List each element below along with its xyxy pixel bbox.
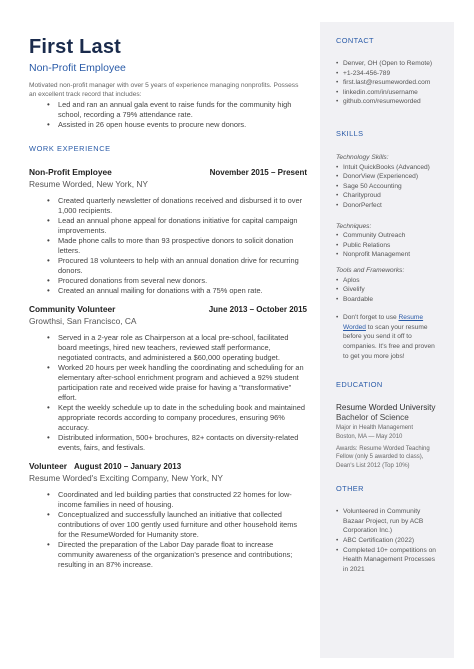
job-organization: Resume Worded, New York, NY xyxy=(29,179,149,190)
job-title: Community Volunteer xyxy=(29,304,116,315)
contact-github[interactable]: • github.com/resumeworded xyxy=(336,97,441,107)
job-organization: Resume Worded's Exciting Company, New York, NY xyxy=(29,473,223,484)
skills-group-label: Technology Skills: xyxy=(336,153,389,161)
job-title: Non-Profit Employee xyxy=(29,167,112,178)
skill-item: • Charityproud xyxy=(336,191,441,201)
job-bullet: • Made phone calls to more than 93 prospective donors to solicit donation letters. xyxy=(29,236,307,256)
job-bullet: • Procured donations from several new donors. xyxy=(29,276,307,286)
note-text: Don't forget to use xyxy=(343,314,399,322)
job-bullet: • Coordinated and led building parties that constructed 22 homes for low-income families in need of housing. xyxy=(29,490,307,510)
job-organization: Growthsi, San Francisco, CA xyxy=(29,316,137,327)
job-bullet: • Conceptualized and successfully launched an initiative that collected contributions of over 100 gently used furniture and other household items for the ResumeWorded for Humanity store. xyxy=(29,510,307,540)
job-dates: November 2015 – Present xyxy=(209,168,307,178)
skill-item: • Givelify xyxy=(336,285,441,295)
education-major: Major in Health Management xyxy=(336,425,414,432)
skills-group-label: Tools and Frameworks: xyxy=(336,266,405,274)
job-title: Volunteer xyxy=(29,461,68,472)
job-entry xyxy=(29,167,307,296)
skills-list xyxy=(336,163,441,211)
contact-list xyxy=(336,59,441,107)
job-dates: August 2010 – January 2013 xyxy=(74,462,182,472)
job-bullet: • Directed the preparation of the Labor Day parade float to increase community awareness of the organization's presence and contributions; resulting in an 87% increase. xyxy=(29,540,307,570)
work-experience-heading: WORK EXPERIENCE xyxy=(29,144,111,154)
skill-item: • Boardable xyxy=(336,295,441,305)
job-bullet: • Created quarterly newsletter of donations received and disbursed it to over 1,000 recipients. xyxy=(29,196,307,216)
education-awards: Awards: Resume Worded Teaching Fellow (only 5 awarded to class), Dean's List 2012 (Top 10%) xyxy=(336,446,430,469)
skills-list xyxy=(336,276,441,305)
skills-group-label: Techniques: xyxy=(336,222,372,230)
skill-item: • Intuit QuickBooks (Advanced) xyxy=(336,163,441,173)
skill-item: • Nonprofit Management xyxy=(336,250,441,260)
job-bullet: • Distributed information, 500+ brochures, 82+ contacts on diversity-related events, fairs, and festivals. xyxy=(29,433,307,453)
skills-list xyxy=(336,231,441,260)
candidate-name: First Last xyxy=(29,36,122,58)
education-heading: EDUCATION xyxy=(336,380,383,390)
job-bullets xyxy=(29,196,307,296)
other-heading: OTHER xyxy=(336,484,364,494)
resume-worded-note xyxy=(336,313,441,361)
job-bullet: • Lead an annual phone appeal for donations initiative for capital campaign improvements. xyxy=(29,216,307,236)
job-dates: June 2013 – October 2015 xyxy=(208,305,307,315)
candidate-role: Non-Profit Employee xyxy=(29,62,126,74)
job-bullets xyxy=(29,333,307,453)
contact-phone: • +1-234-456-789 xyxy=(336,69,441,79)
skills-heading: SKILLS xyxy=(336,128,364,138)
job-bullet: • Worked 20 hours per week handling the coordinating and scheduling for an elementary after-school enrichment program and achieved a 92% student participation rate and received wide praise for having a "transformative" effort. xyxy=(29,363,307,403)
skill-item: • Community Outreach xyxy=(336,231,441,241)
summary-text: Motivated non-profit manager with over 5 years of experience managing nonprofits. Possess an excellent track record that includes: xyxy=(29,82,299,99)
other-item: • Volunteered in Community Bazaar Project, run by ACB Corporation Inc.) xyxy=(336,507,441,536)
job-bullet: • Served in a 2-year role as Chairperson at a local pre-school, facilitated board meetings, hired new teachers, reviewed staff performance, negotiated contracts, and administered a $60,000 operating budget. xyxy=(29,333,307,363)
contact-heading: CONTACT xyxy=(336,36,374,45)
other-item: • ABC Certification (2022) xyxy=(336,536,441,546)
skill-item: • Aplos xyxy=(336,276,441,286)
contact-email[interactable]: • first.last@resumeworded.com xyxy=(336,78,441,88)
note-text: to scan your resume before you send it off to companies. It's free and proven to get you more jobs! xyxy=(343,323,435,360)
contact-linkedin[interactable]: • linkedin.com/in/username xyxy=(336,88,441,98)
summary-bullet: • Assisted in 26 open house events to procure new donors. xyxy=(29,120,307,130)
job-bullet: • Procured 18 volunteers to help with an annual donation drive for recurring donors. xyxy=(29,256,307,276)
resume-worded-link[interactable]: Resume Worded xyxy=(343,314,424,331)
job-entry xyxy=(29,461,307,570)
job-bullet: • Kept the weekly schedule up to date in the scheduling book and maintained appropriate records according to company procedures, ensuring 96% accuracy. xyxy=(29,403,307,433)
skill-item: • DonorPerfect xyxy=(336,201,441,211)
other-list xyxy=(336,507,441,574)
main-column xyxy=(29,36,307,570)
job-bullet: • Created an annual mailing for donations with a 75% open rate. xyxy=(29,286,307,296)
education-location-date: Boston, MA — May 2010 xyxy=(336,433,403,440)
summary-bullet: • Led and ran an annual gala event to raise funds for the community high school, recording a 79% attendance rate. xyxy=(29,100,307,120)
summary-bullets xyxy=(29,100,307,130)
education-degree: Bachelor of Science xyxy=(336,413,409,423)
skill-item: • Sage 50 Accounting xyxy=(336,182,441,192)
skill-item: • DonorView (Experienced) xyxy=(336,172,441,182)
contact-location: • Denver, OH (Open to Remote) xyxy=(336,59,441,69)
sidebar xyxy=(320,22,454,658)
job-entry xyxy=(29,304,307,453)
other-item: • Completed 10+ competitions on Health Management Processes in 2021 xyxy=(336,546,441,575)
skill-item: • Public Relations xyxy=(336,241,441,251)
job-bullets xyxy=(29,490,307,570)
education-school: Resume Worded University xyxy=(336,403,436,413)
